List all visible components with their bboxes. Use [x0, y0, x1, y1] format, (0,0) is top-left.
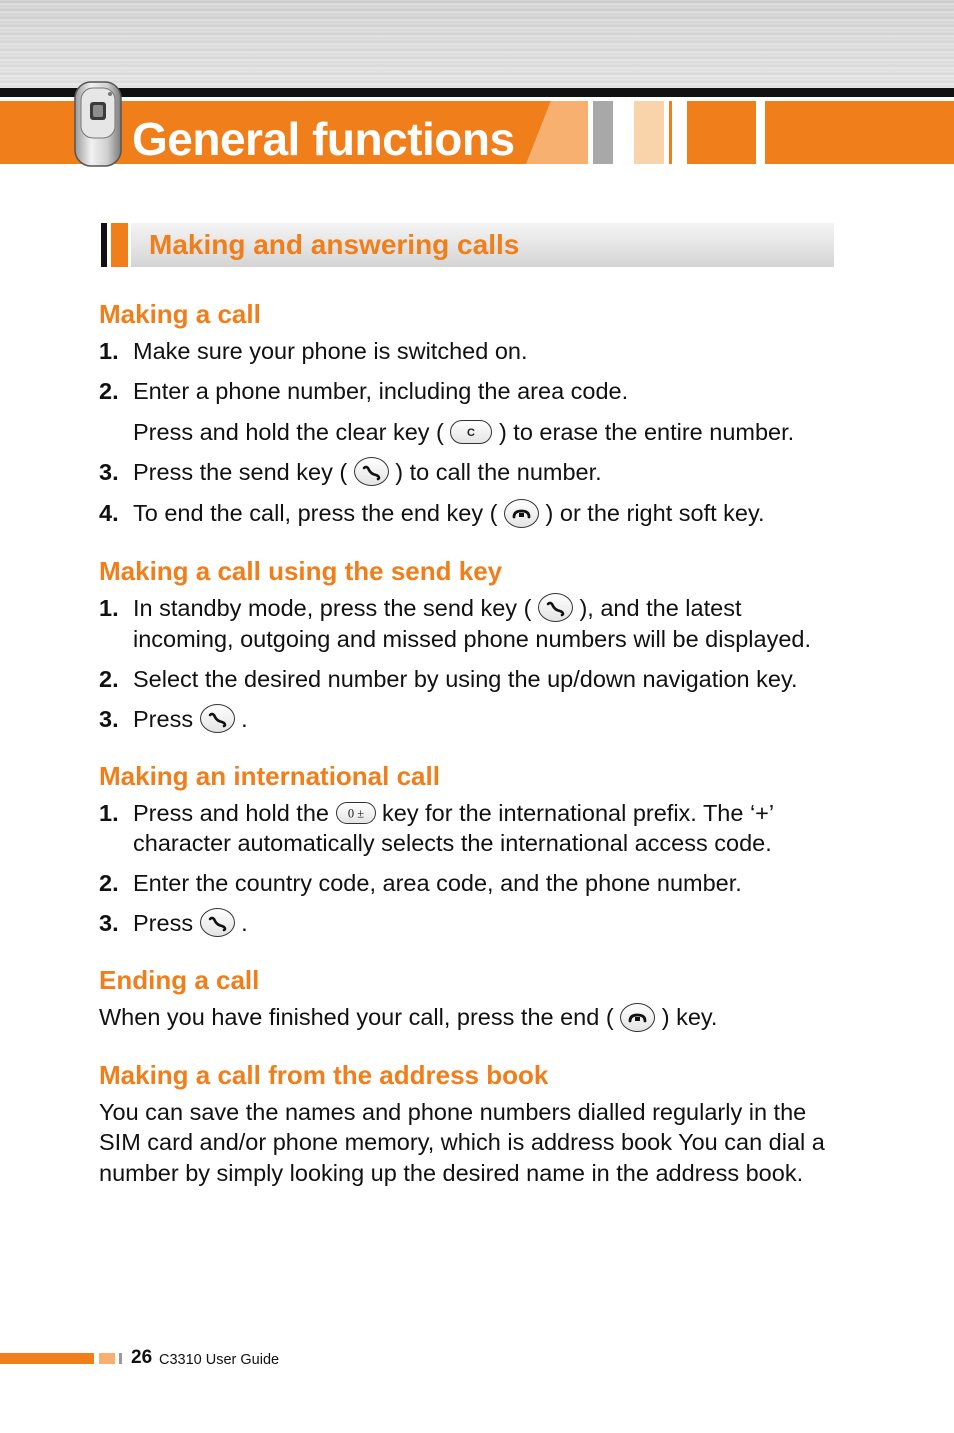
step-text: Make sure your phone is switched on. [133, 338, 528, 364]
section-title: Making and answering calls [149, 229, 520, 260]
subheading-ending-a-call: Ending a call [99, 965, 260, 996]
step-number: 2. [99, 665, 119, 692]
step-text: Select the desired number by using the up/down navigation key. [133, 665, 798, 692]
step-text: ) to erase the entire number. [492, 419, 795, 445]
step-number: 3. [99, 459, 119, 485]
list-item [99, 457, 844, 488]
step-text: . [234, 705, 248, 732]
subheading-address-book: Making a call from the address book [99, 1059, 549, 1090]
flip-phone-icon [72, 80, 124, 168]
list-item [99, 664, 844, 694]
send-key-icon [200, 908, 235, 937]
send-key-icon [538, 593, 573, 622]
send-key-icon [354, 457, 389, 486]
step-text: Press and hold the [133, 800, 336, 827]
step-text: Enter a phone number, including the area code. [133, 378, 629, 404]
subheading-making-a-call: Making a call [99, 299, 261, 329]
header-orange-block [687, 101, 756, 164]
list-item [99, 908, 844, 939]
paragraph-address-book: You can save the names and phone numbers dialled regularly in the SIM card and/or phone memory, which is address book You can dial a number by simply looking up the desired name in the address book. [99, 1098, 825, 1186]
paragraph-text: ) key. [655, 1004, 718, 1031]
list-item [99, 798, 844, 858]
list-item-continuation [99, 417, 844, 447]
list-item [99, 704, 844, 735]
step-text: Enter the country code, area code, and the phone number. [133, 870, 742, 897]
list-item [99, 498, 844, 529]
page-title: General functions [132, 113, 515, 165]
section-header-bar [101, 223, 834, 267]
subheading-international-call: Making an international call [99, 761, 440, 792]
step-text: ) or the right soft key. [539, 500, 765, 527]
section-bar-black-stripe [101, 223, 107, 267]
step-text: In standby mode, press the send key ( [133, 594, 538, 621]
list-item [99, 376, 844, 406]
step-number: 3. [99, 910, 119, 937]
page-content [99, 296, 844, 1188]
step-text: To end the call, press the end key ( [133, 500, 504, 527]
section-bar-orange-stripe [111, 223, 128, 267]
guide-title: C3310 User Guide [159, 1352, 280, 1368]
step-number: 1. [99, 594, 119, 621]
zero-plus-key-icon [336, 802, 376, 824]
header-light-block [634, 101, 664, 164]
send-key-icon [200, 704, 235, 733]
zero-key-label: 0 ± [347, 806, 364, 821]
step-text: Press and hold the clear key ( [133, 419, 451, 445]
step-number: 2. [99, 378, 119, 404]
step-text: ) to call the number. [388, 459, 602, 485]
page-number: 26 [131, 1347, 153, 1368]
header-black-line [0, 88, 954, 97]
step-number: 1. [99, 338, 119, 364]
step-number: 4. [99, 500, 119, 527]
header-orange-block-right [765, 101, 954, 164]
end-key-icon [620, 1003, 655, 1032]
step-number: 3. [99, 705, 119, 732]
list-item [99, 868, 844, 898]
step-text: Press the send key ( [133, 459, 354, 485]
step-text: Press [133, 705, 200, 732]
clear-key-label: C [467, 426, 476, 439]
end-key-icon [504, 499, 539, 528]
paragraph-ending [99, 1002, 844, 1033]
step-text: key for the international prefix. The ‘+’ character automatically selects the international access code. [133, 800, 774, 857]
step-number: 1. [99, 800, 119, 827]
step-text: ), and the latest incoming, outgoing and missed phone numbers will be displayed. [133, 594, 811, 652]
step-text: . [234, 910, 248, 937]
header-metal-band [0, 0, 954, 88]
header-thin-block [669, 101, 672, 164]
footer-light-bar [99, 1353, 115, 1364]
footer-gray-bar [119, 1353, 122, 1364]
clear-key-icon [450, 420, 492, 444]
list-item [99, 593, 844, 654]
step-number: 2. [99, 870, 119, 897]
list-item [99, 336, 844, 366]
paragraph-text: When you have finished your call, press the end ( [99, 1004, 621, 1031]
subheading-send-key: Making a call using the send key [99, 555, 503, 586]
step-text: Press [133, 910, 200, 937]
footer-orange-bar [0, 1353, 94, 1364]
header-gray-block [593, 101, 613, 164]
